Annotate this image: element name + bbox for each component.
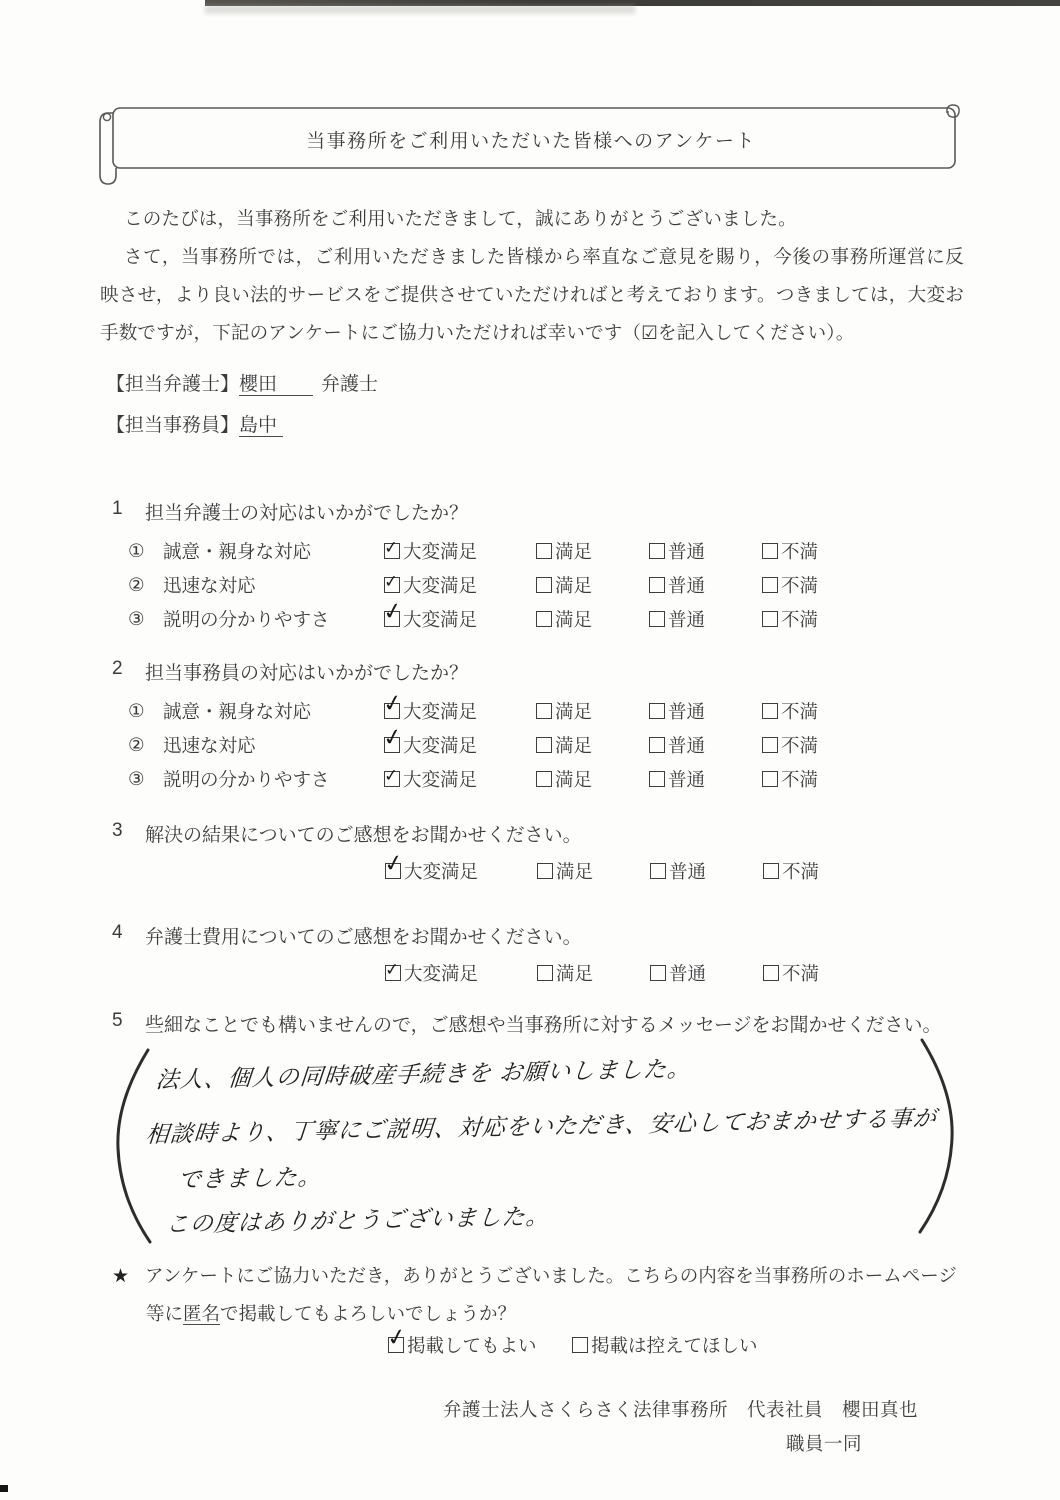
question-1-row-1: [128, 536, 940, 566]
check-mark: ✓: [381, 848, 406, 878]
option-satisfied: [536, 572, 649, 598]
option-label: 満足: [556, 963, 594, 984]
scan-artifact-smudge: [205, 5, 635, 14]
question-1: [112, 498, 942, 630]
option-normal: [649, 572, 762, 598]
row-number: ②: [128, 574, 145, 595]
option-very-satisfied: [384, 538, 536, 564]
question-text: 弁護士費用についてのご感想をお聞かせください。: [145, 927, 582, 948]
check-mark: ✓: [384, 959, 401, 980]
option-label: 満足: [555, 735, 593, 756]
option-label: 不満: [781, 735, 819, 756]
option-very-satisfied: [381, 848, 537, 884]
option-label: 満足: [556, 861, 594, 882]
option-label: 普通: [668, 541, 706, 562]
checkbox-dissatisfied[interactable]: [763, 965, 779, 981]
check-mark: ✓: [384, 1322, 409, 1352]
checkbox-very-satisfied[interactable]: [383, 571, 400, 593]
assigned-clerk-label: 【担当事務員】: [106, 415, 240, 436]
option-dissatisfied: [763, 960, 868, 986]
option-label: 掲載は控えてほしい: [591, 1335, 758, 1356]
handwritten-line-3: できました。: [176, 1163, 323, 1193]
checkbox-satisfied[interactable]: [536, 543, 552, 559]
option-very-satisfied: [384, 766, 536, 792]
question-2-title: [112, 658, 942, 685]
staff-section: [106, 364, 378, 446]
row-number: ③: [128, 608, 145, 629]
option-label: 不満: [782, 861, 820, 882]
option-very-satisfied: [385, 960, 537, 986]
check-mark: ✓: [380, 688, 405, 718]
comment-right-paren: [912, 1036, 962, 1241]
option-label: 大変満足: [404, 861, 479, 882]
question-5-title: [112, 1010, 942, 1037]
row-label: 迅速な対応: [163, 735, 256, 756]
checkbox-satisfied[interactable]: [536, 611, 552, 627]
row-label: 誠意・親身な対応: [163, 701, 312, 722]
checkbox-satisfied[interactable]: [536, 577, 552, 593]
checkbox-very-satisfied[interactable]: [383, 765, 400, 787]
intro-paragraph-1: このたびは，当事務所をご利用いただきまして，誠にありがとうございました。: [124, 208, 797, 229]
option-very-satisfied: [384, 572, 536, 598]
option-label: 普通: [668, 769, 706, 790]
question-number: 1: [112, 498, 123, 519]
option-satisfied: [536, 538, 649, 564]
checkbox-satisfied[interactable]: [536, 737, 552, 753]
checkbox-normal[interactable]: [650, 863, 666, 879]
check-mark: ✓: [383, 765, 400, 786]
option-label: 掲載してもよい: [407, 1335, 537, 1356]
assigned-lawyer-suffix: 弁護士: [321, 374, 379, 395]
row-label: 説明の分かりやすさ: [163, 609, 330, 630]
question-3-title: [112, 820, 942, 847]
option-label: 大変満足: [403, 541, 478, 562]
option-satisfied: [536, 698, 649, 724]
question-5: [112, 1010, 942, 1037]
assigned-lawyer-row: [106, 364, 378, 405]
footer-staff-line: 職員一同: [785, 1433, 862, 1454]
option-dissatisfied: [762, 572, 867, 598]
option-label: 満足: [555, 701, 593, 722]
assigned-lawyer-name: 櫻田: [239, 374, 313, 396]
checkbox-satisfied[interactable]: [536, 771, 552, 787]
option-satisfied: [536, 766, 649, 792]
option-very-satisfied: [380, 596, 536, 632]
form-title: 当事務所をご利用いただいた皆様へのアンケート: [306, 131, 756, 152]
option-label: 大変満足: [403, 769, 478, 790]
checkbox-satisfied[interactable]: [537, 965, 553, 981]
consent-anonymous-underlined: 匿名: [183, 1303, 221, 1324]
checkbox-dissatisfied[interactable]: [762, 611, 778, 627]
checkbox-normal[interactable]: [649, 543, 665, 559]
checkbox-dissatisfied[interactable]: [762, 577, 778, 593]
option-normal: [649, 732, 762, 758]
option-satisfied: [536, 606, 649, 632]
checkbox-dissatisfied[interactable]: [762, 703, 778, 719]
checkbox-normal[interactable]: [649, 611, 665, 627]
option-label: 大変満足: [403, 575, 478, 596]
checkbox-very-satisfied[interactable]: [380, 722, 405, 753]
checkbox-dissatisfied[interactable]: [762, 737, 778, 753]
option-label: 普通: [669, 861, 707, 882]
question-text: 些細なことでも構いませんので，ご感想や当事務所に対するメッセージをお聞かせください。: [145, 1015, 942, 1036]
intro-paragraph-2: さて，当事務所では，ご利用いただきました皆様から率直なご意見を賜り，今後の事務所運営に反映させ，より良い法的サービスをご提供させていただければと考えております。つきましては，大変お手数ですが，下記のアンケートにご協力いただければ幸いです（☑を記入してください）。: [100, 246, 964, 343]
option-label: 満足: [555, 541, 593, 562]
question-number: 4: [112, 922, 123, 943]
checkbox-satisfied[interactable]: [536, 703, 552, 719]
option-label: 大変満足: [403, 735, 478, 756]
option-label: 不満: [781, 609, 819, 630]
option-satisfied: [536, 732, 649, 758]
checkbox-normal[interactable]: [650, 965, 666, 981]
option-label: 大変満足: [404, 963, 479, 984]
question-text: 担当弁護士の対応はいかがでしたか？: [145, 503, 469, 524]
option-label: 普通: [668, 701, 706, 722]
option-label: 普通: [668, 735, 706, 756]
footer-firm-line: 弁護士法人さくらさく法律事務所 代表社員 櫻田真也: [442, 1399, 918, 1420]
option-normal: [649, 538, 762, 564]
question-1-row-3: [128, 596, 940, 634]
question-2-row-1: [128, 688, 940, 726]
option-normal: [649, 698, 762, 724]
question-number: 2: [112, 658, 123, 679]
option-dissatisfied: [762, 766, 867, 792]
question-3-options: [381, 848, 1060, 886]
scan-artifact-bottom: [0, 1485, 8, 1492]
option-satisfied: [537, 960, 650, 986]
assigned-clerk-name: 島中: [239, 415, 283, 437]
option-very-satisfied: [380, 722, 536, 758]
checkbox-very-satisfied[interactable]: [384, 959, 401, 981]
option-label: 大変満足: [403, 701, 478, 722]
consent-text-post: で掲載してもよろしいでしょうか？: [220, 1303, 517, 1324]
question-4: [112, 922, 942, 984]
checkbox-very-satisfied[interactable]: [381, 848, 406, 879]
question-number: 3: [112, 820, 123, 841]
checkbox-allow-publish[interactable]: [384, 1322, 409, 1353]
row-number: ①: [128, 700, 145, 721]
check-mark: ✓: [383, 537, 400, 558]
option-label: 普通: [669, 963, 707, 984]
question-2-row-3: [128, 764, 940, 794]
question-2-row-2: [128, 722, 940, 760]
check-mark: ✓: [383, 571, 400, 592]
option-very-satisfied: [380, 688, 536, 724]
option-label: 不満: [781, 541, 819, 562]
option-normal: [649, 606, 762, 632]
option-dissatisfied: [762, 698, 867, 724]
row-label: 説明の分かりやすさ: [163, 769, 330, 790]
checkbox-decline-publish[interactable]: [572, 1337, 588, 1353]
option-label: 満足: [555, 769, 593, 790]
star-icon: ★: [112, 1266, 130, 1287]
checkbox-normal[interactable]: [649, 703, 665, 719]
intro-section: [100, 200, 964, 352]
row-number: ②: [128, 734, 145, 755]
checkbox-dissatisfied[interactable]: [763, 863, 779, 879]
option-label: 不満: [782, 963, 820, 984]
option-dissatisfied: [762, 606, 867, 632]
checkbox-dissatisfied[interactable]: [762, 771, 778, 787]
consent-option-allow: [384, 1322, 537, 1358]
option-normal: [649, 766, 762, 792]
option-label: 普通: [668, 575, 706, 596]
row-number: ①: [128, 540, 145, 561]
consent-option-decline: [572, 1332, 758, 1358]
checkbox-very-satisfied[interactable]: [380, 688, 405, 719]
question-4-title: [112, 922, 942, 949]
consent-text-1: アンケートにご協力いただき，ありがとうございました。こちらの内容を当事務所のホームページ: [145, 1265, 957, 1286]
question-3: [112, 820, 942, 882]
option-satisfied: [537, 858, 650, 884]
handwritten-line-4: この度はありがとうございました。: [164, 1202, 551, 1238]
option-label: 不満: [781, 769, 819, 790]
question-text: 担当事務員の対応はいかがでしたか？: [145, 663, 469, 684]
checkbox-satisfied[interactable]: [537, 863, 553, 879]
header-banner: [96, 100, 966, 190]
consent-line-1: [112, 1262, 957, 1288]
question-2: [112, 658, 942, 790]
option-label: 大変満足: [403, 609, 478, 630]
option-label: 不満: [781, 575, 819, 596]
check-mark: ✓: [380, 596, 405, 626]
handwritten-line-1: 法人、個人の同時破産手続きを お願いしました。: [154, 1055, 693, 1093]
checkbox-normal[interactable]: [649, 771, 665, 787]
row-label: 迅速な対応: [163, 575, 256, 596]
option-normal: [650, 858, 763, 884]
row-number: ③: [128, 768, 145, 789]
consent-text-pre: 等に: [146, 1303, 184, 1324]
checkbox-normal[interactable]: [649, 577, 665, 593]
check-mark: ✓: [380, 722, 405, 752]
checkbox-very-satisfied[interactable]: [380, 596, 405, 627]
option-dissatisfied: [763, 858, 868, 884]
row-label: 誠意・親身な対応: [163, 541, 312, 562]
question-number: 5: [112, 1010, 123, 1031]
question-1-row-2: [128, 570, 940, 600]
option-label: 不満: [781, 701, 819, 722]
consent-line-2: [146, 1300, 516, 1326]
option-normal: [650, 960, 763, 986]
assigned-lawyer-label: 【担当弁護士】: [106, 374, 240, 395]
option-dissatisfied: [762, 732, 867, 758]
assigned-clerk-row: [106, 405, 378, 446]
question-1-title: [112, 498, 942, 525]
option-label: 満足: [555, 575, 593, 596]
option-label: 普通: [668, 609, 706, 630]
checkbox-normal[interactable]: [649, 737, 665, 753]
question-4-options: [385, 958, 1060, 988]
option-dissatisfied: [762, 538, 867, 564]
checkbox-very-satisfied[interactable]: [383, 537, 400, 559]
question-text: 解決の結果についてのご感想をお聞かせください。: [145, 825, 582, 846]
checkbox-dissatisfied[interactable]: [762, 543, 778, 559]
option-label: 満足: [555, 609, 593, 630]
handwritten-line-2: 相談時より、丁寧にご説明、対応をいただき、安心しておまかせする事が: [144, 1104, 938, 1148]
